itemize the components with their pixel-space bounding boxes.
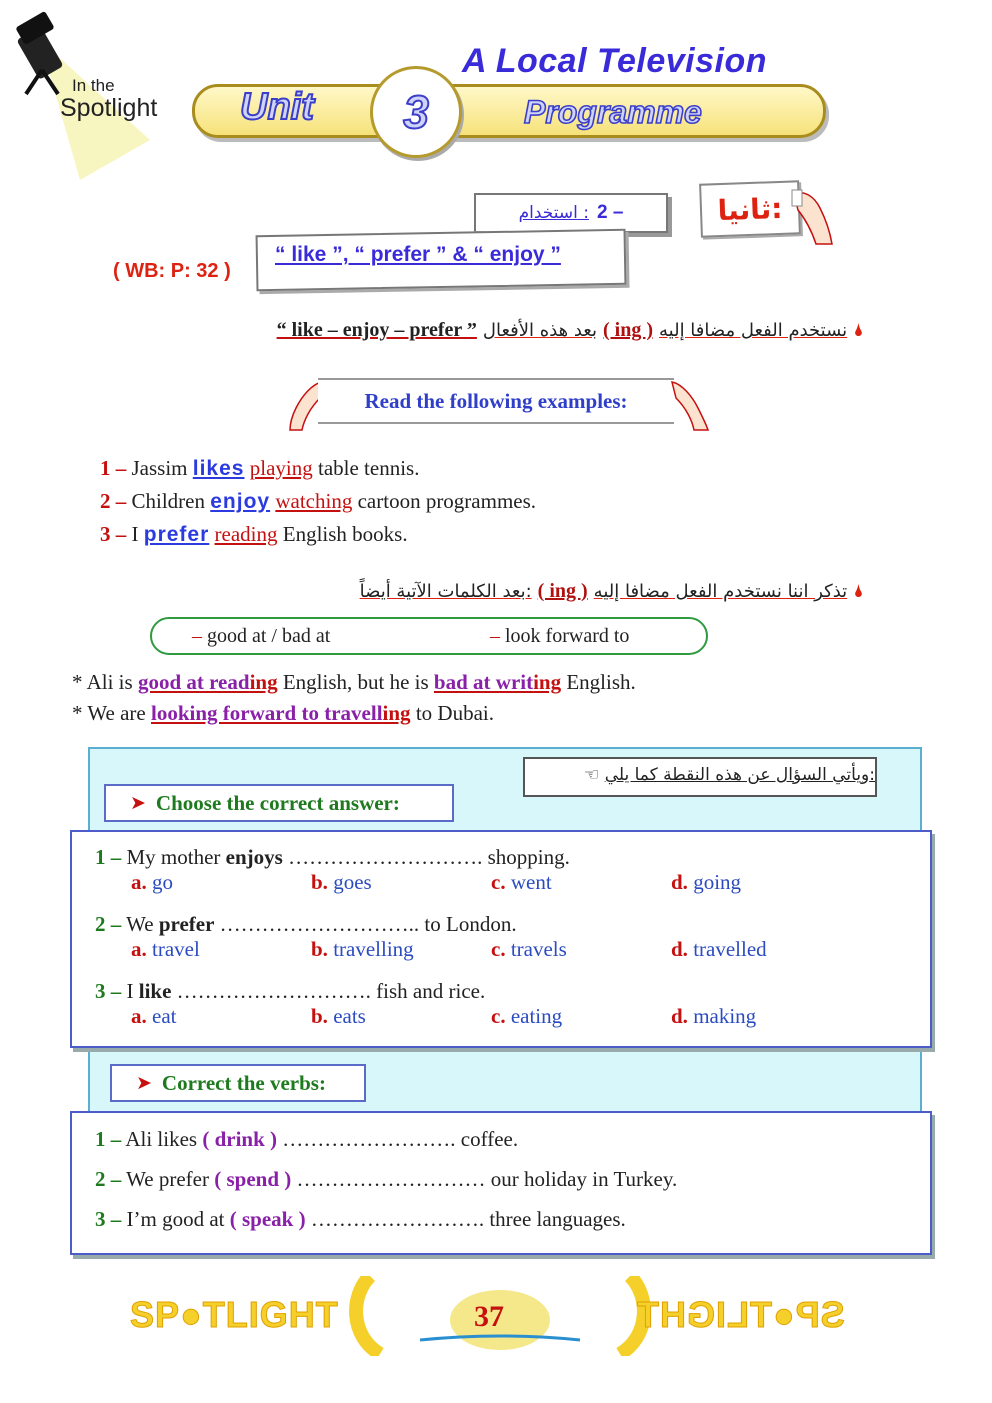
question-text: Ali likes — [125, 1127, 198, 1151]
answer-blank[interactable]: ……………………….. — [219, 912, 420, 936]
answer-option[interactable]: a. travel — [131, 937, 200, 961]
example-number: 3 – — [100, 522, 127, 546]
question-text: our holiday in Turkey. — [490, 1167, 678, 1191]
verbs-heading: Correct the verbs: — [161, 1070, 326, 1095]
question-verb: enjoys — [225, 845, 283, 869]
drop-bullet-icon: 🌢 — [853, 320, 864, 340]
base-verb: ( spend ) — [214, 1167, 292, 1191]
phrase-text: good at / bad at — [207, 625, 331, 647]
question-verb: prefer — [158, 912, 215, 936]
example-keyword: prefer — [143, 523, 210, 546]
example-text: Jassim — [131, 456, 188, 480]
arrow-bullet-icon: ➤ — [136, 1072, 152, 1094]
answer-option[interactable]: b. travelling — [311, 937, 414, 961]
ing-ending: ing — [533, 670, 562, 694]
question-note-box — [523, 757, 877, 797]
question-text: I’m good at — [126, 1207, 225, 1231]
use-label-ar: استخدام : — [518, 203, 589, 223]
choose-heading-box — [104, 784, 454, 822]
choose-item — [95, 912, 895, 965]
example-item — [100, 452, 536, 485]
use-label-number: 2 – — [596, 202, 624, 223]
read-examples-box — [318, 378, 674, 424]
question-note — [545, 765, 875, 785]
phrase-left — [192, 625, 330, 648]
rule-2-ar-before: تذكر اننا نستخدم الفعل مضافا إليه — [593, 581, 848, 602]
rule-1-ing: ( ing ) — [603, 319, 653, 341]
question-number: 2 – — [95, 1167, 122, 1191]
answer-blank[interactable]: ……………………. — [282, 1127, 456, 1151]
lesson-title-line1: A Local Television — [462, 42, 768, 80]
logo-text-spotlight: Spotlight — [60, 94, 158, 122]
footer-spotlight-left: SP●TLIGHT — [130, 1294, 339, 1335]
answer-blank[interactable]: ……………………… — [296, 1167, 486, 1191]
example-ing-verb: reading — [214, 522, 278, 546]
use-label-box — [474, 193, 668, 233]
example-item — [100, 485, 536, 518]
answer-blank[interactable]: ………………………. — [288, 845, 483, 869]
right-hand-icon — [670, 376, 710, 432]
phrase-example-1 — [72, 670, 636, 695]
sentence-text: English. — [566, 670, 636, 694]
question-number: 3 – — [95, 1207, 122, 1231]
ing-ending: ing — [382, 701, 411, 725]
phrase-highlight: bad at writ — [433, 670, 534, 694]
verbs-title: “ like ”, “ prefer ” & “ enjoy ” — [275, 243, 561, 266]
example-ing-verb: playing — [249, 456, 313, 480]
choose-item — [95, 845, 895, 898]
rule-2-ing: ( ing ) — [537, 580, 588, 602]
answer-option[interactable]: d. travelled — [671, 937, 767, 961]
rule-1-verbs: “ like – enjoy – prefer ” — [276, 319, 477, 341]
question-number: 2 – — [95, 912, 122, 936]
question-verb: like — [138, 979, 172, 1003]
choose-item — [95, 979, 895, 1032]
example-text: I — [131, 522, 139, 546]
question-number: 1 – — [95, 1127, 122, 1151]
section-heading-card — [699, 180, 801, 237]
question-text: I — [126, 979, 134, 1003]
question-text: fish and rice. — [376, 979, 486, 1003]
answer-option[interactable]: c. eating — [491, 1004, 563, 1028]
pointing-finger-icon: ☜ — [584, 765, 600, 785]
example-keyword: likes — [192, 457, 245, 480]
rule-2 — [340, 580, 864, 603]
example-number: 2 – — [100, 489, 127, 513]
answer-option[interactable]: d. going — [671, 870, 742, 894]
verb-item — [95, 1207, 626, 1232]
answer-option[interactable]: b. eats — [311, 1004, 366, 1028]
rule-1-ar-before: نستخدم الفعل مضافا إليه — [659, 320, 848, 341]
rule-1-ar-after: بعد هذه الأفعال — [482, 320, 597, 341]
question-text: three languages. — [489, 1207, 626, 1231]
question-text: My mother — [126, 845, 221, 869]
example-text: English books. — [282, 522, 408, 546]
sentence-text: We are — [87, 701, 146, 725]
read-examples-heading: Read the following examples: — [364, 388, 628, 413]
base-verb: ( drink ) — [202, 1127, 278, 1151]
unit-number: 3 — [403, 86, 429, 138]
footer-spotlight-right-mirrored: SP●TLIGHT — [636, 1294, 845, 1335]
section-heading-ar: ثانيا: — [717, 191, 783, 227]
unit-number-badge — [370, 66, 462, 158]
question-text: to London. — [424, 912, 517, 936]
lesson-title-line2: Programme — [524, 94, 702, 130]
answer-blank[interactable]: ……………………. — [310, 1207, 485, 1231]
sentence-text: Ali is — [86, 670, 133, 694]
phrase-highlight: good at read — [137, 670, 250, 694]
logo-text-in-the: In the — [72, 76, 115, 95]
star-marker: * — [72, 670, 83, 694]
pointing-hand-icon — [790, 180, 836, 246]
answer-option[interactable]: c. went — [491, 870, 552, 894]
unit-label: Unit — [240, 86, 314, 128]
sentence-text: to Dubai. — [415, 701, 494, 725]
phrase-example-2 — [72, 701, 494, 726]
example-ing-verb: watching — [275, 489, 353, 513]
example-text: Children — [131, 489, 205, 513]
answer-option[interactable]: c. travels — [491, 937, 567, 961]
answer-option[interactable]: d. making — [671, 1004, 757, 1028]
answer-option[interactable]: b. goes — [311, 870, 372, 894]
verbs-heading-box — [110, 1064, 366, 1102]
answer-option[interactable]: a. go — [131, 870, 173, 894]
question-text: shopping. — [487, 845, 570, 869]
answer-option[interactable]: a. eat — [131, 1004, 177, 1028]
drop-bullet-icon: 🌢 — [853, 581, 864, 601]
question-text: coffee. — [460, 1127, 519, 1151]
question-text: We prefer — [126, 1167, 209, 1191]
verb-item — [95, 1127, 518, 1152]
ing-ending: ing — [249, 670, 278, 694]
base-verb: ( speak ) — [229, 1207, 306, 1231]
workbook-reference: ( WB: P: 32 ) — [113, 260, 231, 282]
examples-list — [100, 452, 536, 551]
phrase-dash: – — [192, 625, 202, 647]
question-note-text: ويأتي السؤال عن هذه النقطة كما يلي: — [604, 765, 875, 785]
sentence-text: English, but he is — [282, 670, 429, 694]
page-number: 37 — [474, 1300, 504, 1333]
example-keyword: enjoy — [210, 490, 271, 513]
phrase-text: look forward to — [505, 625, 630, 647]
arrow-bullet-icon: ➤ — [130, 792, 146, 814]
question-text: We — [126, 912, 154, 936]
phrase-right — [490, 625, 629, 648]
answer-blank[interactable]: ………………………. — [176, 979, 371, 1003]
example-item — [100, 518, 536, 551]
rule-2-ar-after: بعد الكلمات الآتية أيضاً: — [359, 581, 532, 602]
verb-item — [95, 1167, 677, 1192]
example-text: table tennis. — [317, 456, 420, 480]
question-number: 1 – — [95, 845, 122, 869]
star-marker: * — [72, 701, 83, 725]
choose-heading: Choose the correct answer: — [155, 790, 400, 815]
example-number: 1 – — [100, 456, 127, 480]
phrase-highlight: looking forward to travell — [150, 701, 383, 725]
question-number: 3 – — [95, 979, 122, 1003]
rule-1 — [232, 319, 864, 342]
phrase-dash: – — [490, 625, 500, 647]
example-text: cartoon programmes. — [357, 489, 537, 513]
